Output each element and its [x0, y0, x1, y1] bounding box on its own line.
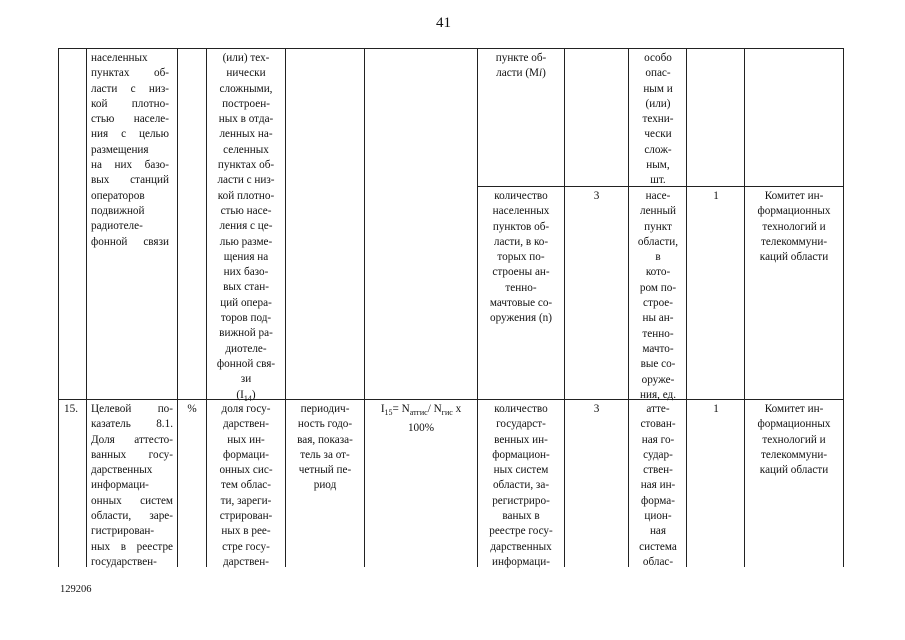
column-divider — [744, 49, 745, 567]
sub-indicator-unit-cell: атте- стован- ная го- судар- ствен- ная ин- форма- цион- ная система облас- — [639, 403, 677, 568]
row-number-cell: 15. — [64, 403, 78, 415]
sub-indicator-number-cell: 3 — [593, 190, 600, 202]
column-divider — [285, 49, 286, 567]
sub-indicator-number-cell: 1 — [713, 190, 719, 202]
column-divider — [177, 49, 178, 567]
row-divider — [58, 399, 844, 400]
sub-indicator-number-cell: 3 — [593, 403, 600, 415]
target-indicator-cell: Целевой по- казатель 8.1. Доля аттесто- ванных госу- дарственных информаци- онных систем области, заре- гистрирован- ных в реестре государствен- — [91, 403, 173, 568]
table-border-left — [58, 49, 59, 567]
table-border-right — [843, 49, 844, 567]
column-divider — [564, 49, 565, 567]
unit-cell: % — [187, 403, 197, 415]
indicator-description-cell — [209, 51, 283, 406]
indicator-symbol: $(I_{14})$ — [236, 388, 256, 403]
periodicity-cell: периодич- ность годо- вая, показа- тель за от- четный пе- риод — [297, 403, 353, 492]
sub-indicator-name-cell: количество населенных пунктов об- ласти, в ко- торых по- строены ан- тенно- мачтовые со- оружения (n) — [489, 190, 553, 325]
column-divider — [206, 49, 207, 567]
formula-cell: $I_{15}= N_{атгис}/$ $N_{гис}$ x 100% — [380, 403, 462, 434]
column-divider — [86, 49, 87, 567]
sub-indicator-name-cell: количество государст- венных ин- формацион- ных систем области, за- регистриро- ваных в реестре госу- дарственных информаци- — [489, 403, 553, 568]
responsible-organization-cell: Комитет ин- формационных технологий и телекоммуни- каций области — [757, 403, 831, 477]
sub-indicator-unit-cell: насе- ленный пункт области, в кото- ром по- строе- ны ан- тенно- мачто- вые со- оруже- ния, ед. — [637, 190, 679, 401]
sub-indicator-unit-cell: особо опас- ным и (или) техни- чески слож- ным, шт. — [642, 52, 674, 187]
indicator-description-cell: доля госу- дарствен- ных ин- формаци- онных сис- тем облас- ти, зареги- стрирован- ных в рее- стре госу- дарствен- — [219, 403, 273, 568]
indicator-name-cell: населенных пунктах об- ласти с низ- кой плотно- стью населе- ния с целью размещения на них базо- вых станций операторов подвижной радиотеле- фонной связи — [91, 52, 169, 248]
responsible-organization-cell: Комитет ин- формационных технологий и телекоммуни- каций области — [757, 190, 831, 264]
column-divider — [686, 49, 687, 567]
indicator-text: (или) тех- нически сложными, построен- ных в отда- ленных на- селенных пунктах об- ласти с низ- кой плотно- стью насе- ления с це- лью разме- щения на них базо- вых стан- ций опера- торов под- вижной ра- диотеле- фонной свя- зи — [216, 52, 276, 386]
column-divider — [364, 49, 365, 567]
sub-indicator-name-cell: пункте об- ласти (Mi) — [495, 52, 547, 80]
column-divider — [477, 49, 478, 567]
sub-indicator-number-cell: 1 — [713, 403, 719, 415]
document-code: 129206 — [60, 584, 92, 595]
column-divider — [628, 49, 629, 567]
table-border-top — [58, 48, 844, 49]
page-number: 41 — [436, 15, 451, 31]
